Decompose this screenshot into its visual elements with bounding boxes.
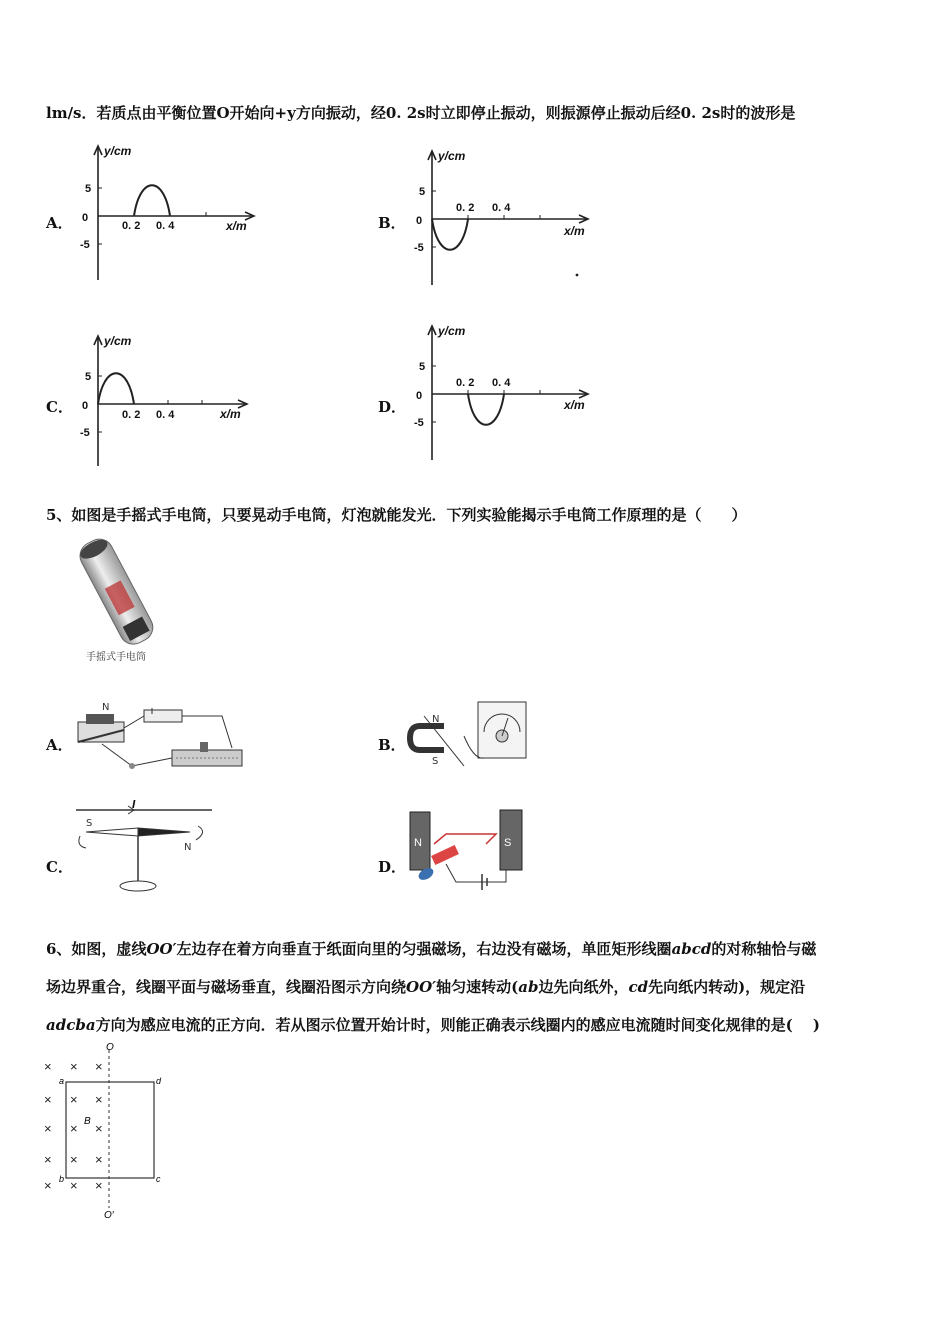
origin-label: 0 [416,215,423,227]
flashlight-caption: 手摇式手电筒 [86,652,146,663]
q5-option-d-label[interactable]: D． [378,858,407,876]
x-axis-label: x/m [220,407,241,421]
q5-option-a-label[interactable]: A． [46,736,73,754]
battery [144,710,182,722]
x-axis-label: x/m [564,224,585,238]
cross-mark: × [44,1121,52,1136]
q6-line-1: 6、如图，虚线OO′左边存在着方向垂直于纸面向里的匀强磁场，右边没有磁场，单匝矩形线圈abcd的对称轴恰与磁 [46,940,817,958]
y-tick-neg5: -5 [414,417,424,429]
cross-mark: × [95,1092,103,1107]
y-axis-label: y/cm [104,144,132,158]
south-label: S [432,756,439,767]
origin-label: 0 [82,400,89,412]
field-label-b: B [84,1116,91,1127]
compass-stand [120,881,156,891]
x-tick-0.2: 0. 2 [122,409,141,421]
q5-option-c-label[interactable]: C． [46,858,73,876]
cross-mark: × [70,1121,78,1136]
cross-mark: × [95,1152,103,1167]
q4-graph-c [78,330,268,470]
x-axis-label: x/m [226,219,247,233]
q4-option-c-label[interactable]: C． [46,398,73,416]
origin-label: 0 [82,212,89,224]
corner-d: d [156,1076,162,1086]
current-label: I [132,800,136,811]
q5-option-b-label[interactable]: B． [378,736,406,754]
x-tick-0.2: 0. 2 [456,377,475,389]
y-tick-5: 5 [85,183,92,195]
cross-mark: × [44,1059,52,1074]
q5-figure-b [404,696,534,776]
cross-mark: × [95,1059,103,1074]
label-o: O [106,1042,114,1053]
cross-mark: × [44,1152,52,1167]
cross-mark: × [70,1092,78,1107]
q4-intro: lm/s．若质点由平衡位置O开始向+y方向振动，经0. 2s时立即停止振动，则振源停止振动后经0. 2s时的波形是 [46,104,796,122]
corner-b: b [59,1174,65,1184]
y-tick-neg5: -5 [414,242,424,254]
y-axis-label: y/cm [438,149,466,163]
q4-option-b-label[interactable]: B． [378,214,406,232]
label-o-prime: O′ [104,1210,114,1221]
compass-needle-north [138,828,190,836]
q6-line-2: 场边界重合，线圈平面与磁场垂直，线圈沿图示方向绕OO′轴匀速转动(ab边先向纸外，cd先向纸内转动)，规定沿 [46,978,806,996]
north-label: N [102,702,110,713]
coil-abcd [66,1082,154,1178]
q4-graph-b [412,145,602,295]
q6-coil-figure [38,1042,173,1222]
north-label: N [414,837,422,849]
origin-label: 0 [416,390,423,402]
cross-mark: × [95,1121,103,1136]
switch [129,763,135,769]
q5-flashlight-photo [60,532,180,667]
compass-needle-south [86,828,138,836]
x-tick-0.4: 0. 4 [492,202,511,214]
x-tick-0.4: 0. 4 [492,377,511,389]
q4-graph-a [78,140,268,290]
magnetic-field-crosses [44,1059,103,1193]
q5-figure-c [72,800,222,900]
cross-mark: × [70,1059,78,1074]
q4-option-d-label[interactable]: D． [378,398,407,416]
cross-mark: × [44,1092,52,1107]
north-label: N [432,714,440,725]
cross-mark: × [70,1152,78,1167]
q4-option-a-label[interactable]: A． [46,214,73,232]
y-tick-neg5: -5 [80,239,90,251]
cross-mark: × [70,1178,78,1193]
x-tick-0.4: 0. 4 [156,409,175,421]
rheostat [172,750,242,766]
y-tick-neg5: -5 [80,427,90,439]
u-magnet [410,726,444,750]
x-axis-label: x/m [564,398,585,412]
cross-mark: × [95,1178,103,1193]
q5-figure-d [406,804,531,894]
q5-question: 5、如图是手摇式手电筒，只要晃动手电筒，灯泡就能发光．下列实验能揭示手电筒工作原理的是（ ） [46,506,747,524]
corner-a: a [59,1076,65,1086]
corner-c: c [156,1174,161,1184]
x-tick-0.2: 0. 2 [456,202,475,214]
y-tick-5: 5 [85,371,92,383]
x-tick-0.4: 0. 4 [156,220,175,232]
conductor-rod [431,845,459,865]
q4-graph-d [412,320,602,465]
south-label: S [504,837,512,849]
q6-line-3: adcba方向为感应电流的正方向．若从图示位置开始计时，则能正确表示线圈内的感应电流随时间变化规律的是( ) [46,1016,820,1034]
q5-figure-a [72,700,252,780]
y-axis-label: y/cm [104,334,132,348]
cross-mark: × [44,1178,52,1193]
south-label: S [86,818,93,829]
y-tick-5: 5 [419,361,426,373]
x-tick-0.2: 0. 2 [122,220,141,232]
north-label: N [184,842,192,853]
y-tick-5: 5 [419,186,426,198]
y-axis-label: y/cm [438,324,466,338]
